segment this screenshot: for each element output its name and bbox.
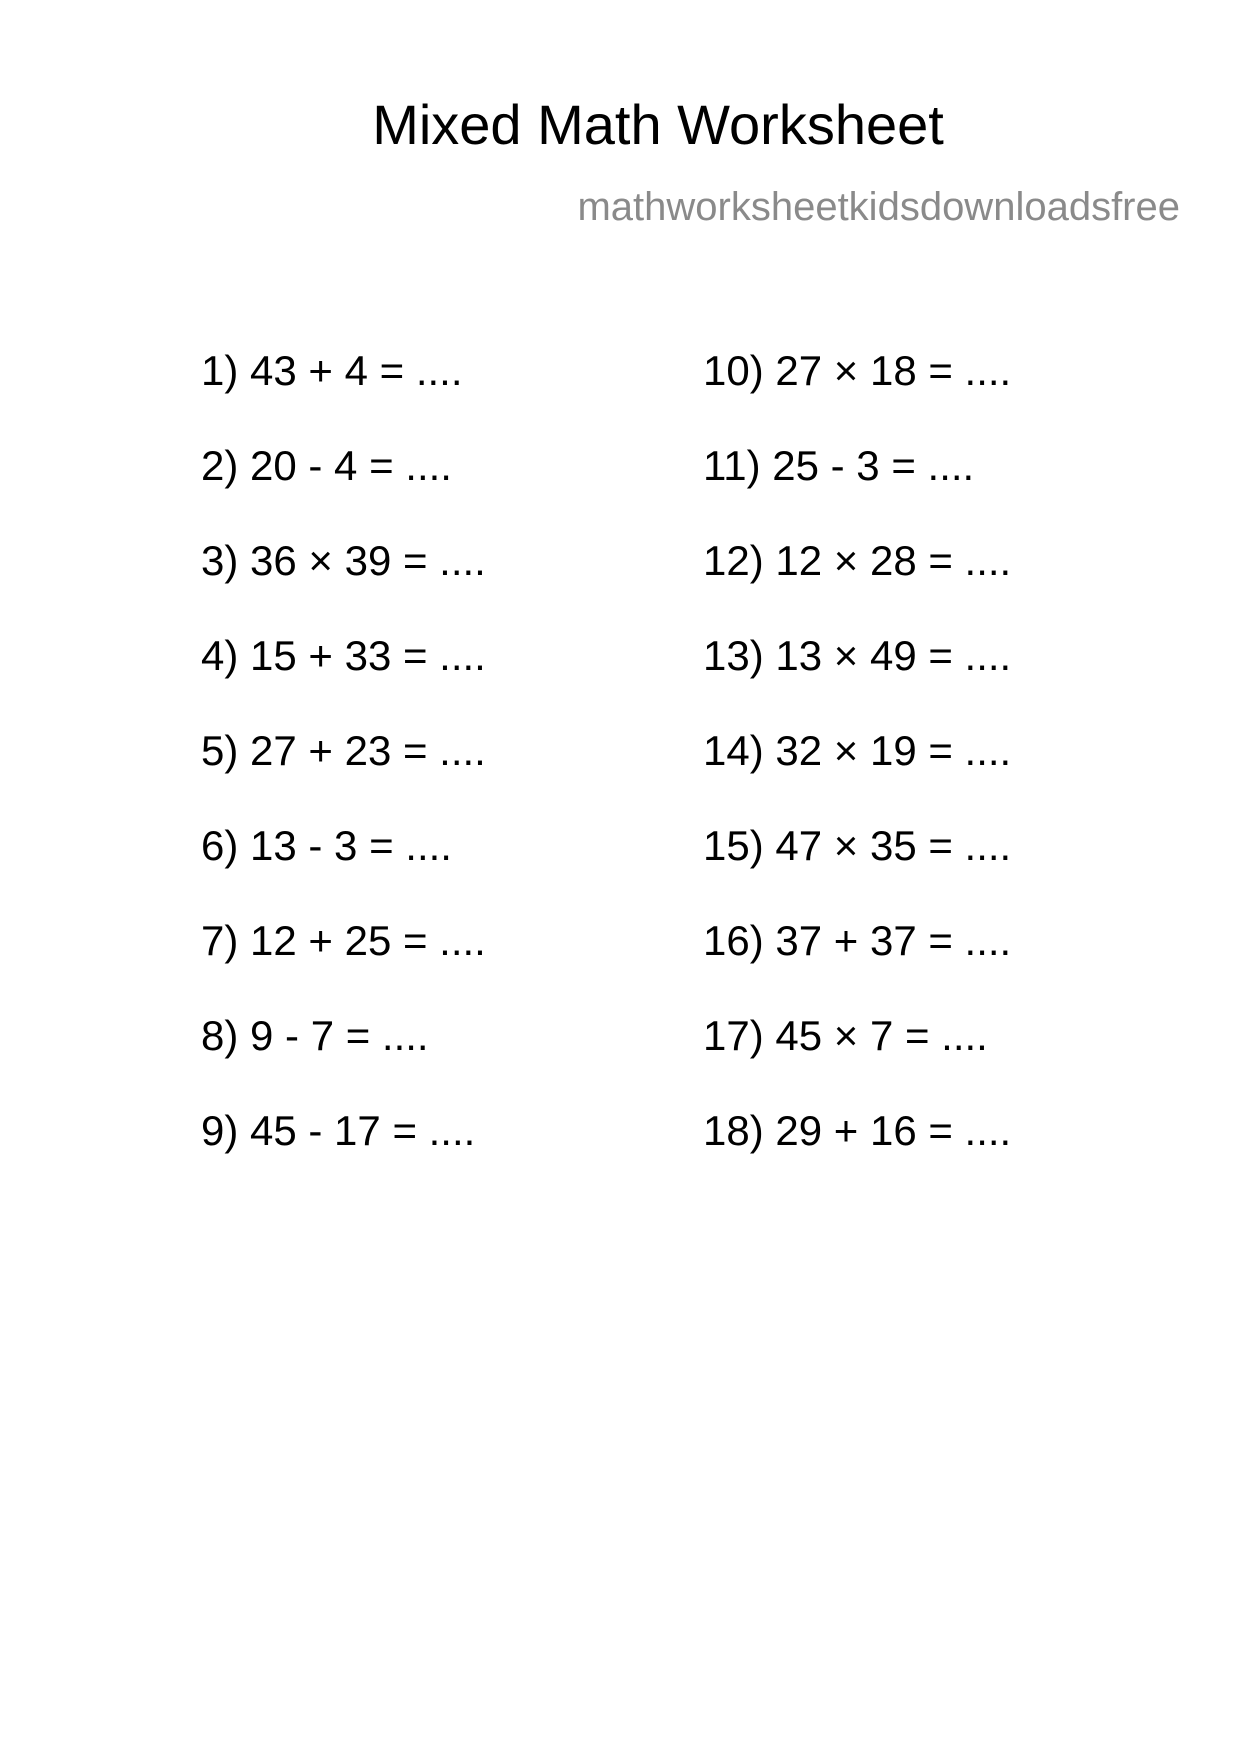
problem-item: 10) 27 × 18 = .... <box>703 347 1012 394</box>
worksheet-title: Mixed Math Worksheet <box>372 93 944 156</box>
problem-item: 6) 13 - 3 = .... <box>201 822 452 869</box>
problem-item: 11) 25 - 3 = .... <box>703 442 975 489</box>
problem-item: 7) 12 + 25 = .... <box>201 917 486 964</box>
problem-item: 14) 32 × 19 = .... <box>703 727 1012 774</box>
watermark-text: mathworksheetkidsdownloadsfree <box>577 185 1180 229</box>
problem-column-right <box>703 347 1012 1205</box>
problem-item: 12) 12 × 28 = .... <box>703 537 1012 584</box>
problem-item: 18) 29 + 16 = .... <box>703 1107 1012 1154</box>
problem-item: 3) 36 × 39 = .... <box>201 537 486 584</box>
problem-item: 17) 45 × 7 = .... <box>703 1012 988 1059</box>
problem-column-left <box>201 347 486 1205</box>
problem-item: 9) 45 - 17 = .... <box>201 1107 476 1154</box>
problem-item: 5) 27 + 23 = .... <box>201 727 486 774</box>
problem-item: 4) 15 + 33 = .... <box>201 632 486 679</box>
problem-item: 2) 20 - 4 = .... <box>201 442 452 489</box>
problem-item: 13) 13 × 49 = .... <box>703 632 1012 679</box>
problem-item: 15) 47 × 35 = .... <box>703 822 1012 869</box>
problem-item: 1) 43 + 4 = .... <box>201 347 463 394</box>
problem-item: 8) 9 - 7 = .... <box>201 1012 429 1059</box>
problem-item: 16) 37 + 37 = .... <box>703 917 1012 964</box>
